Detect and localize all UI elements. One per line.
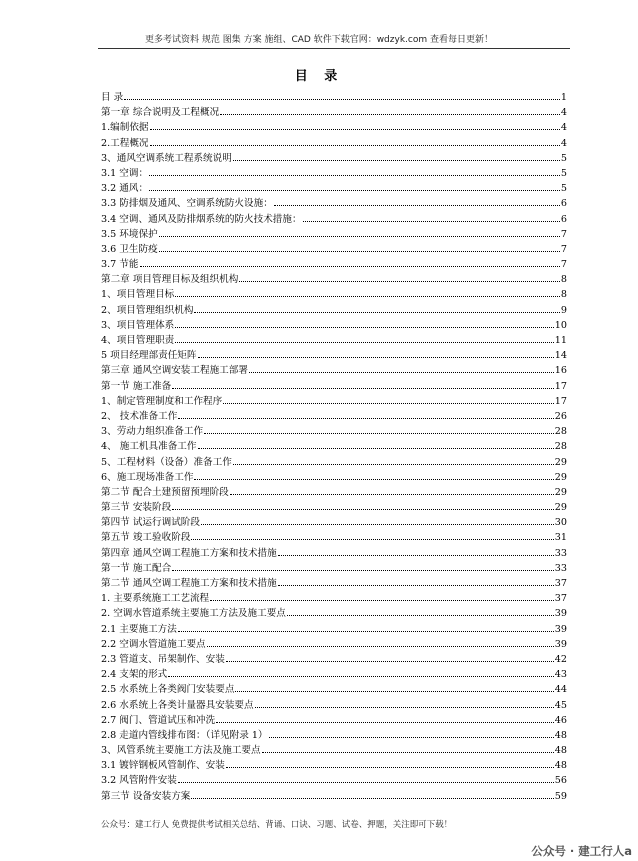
watermark: 公众号 · 建工行人a [531,844,632,858]
toc-entry-page: 10 [554,319,567,331]
toc-entry[interactable] [101,546,567,561]
toc-entry-page: 33 [554,562,567,574]
toc-entry-page: 29 [554,456,567,468]
toc-leader-dots [287,615,554,616]
toc-entry[interactable] [101,181,567,196]
toc-entry-page: 29 [554,471,567,483]
toc-entry[interactable] [101,90,567,105]
toc-leader-dots [159,236,560,237]
toc-entry-label: 3、劳动力组织准备工作 [101,426,204,438]
toc-entry[interactable] [101,591,567,606]
toc-leader-dots [204,433,554,434]
toc-entry-label: 2.6 水系统上各类计量器具安装要点 [101,699,254,711]
page-header: 更多考试资料 规范 图集 方案 施组、CAD 软件下载官网：wdzyk.com 查看每日更新！ [145,35,493,45]
toc-entry[interactable] [101,667,567,682]
toc-entry-page: 44 [554,684,567,696]
toc-leader-dots [149,190,560,191]
toc-entry-label: 1、项目管理目标 [101,289,175,301]
toc-entry-label: 第一节 施工配合 [101,562,172,574]
toc-entry[interactable] [101,424,567,439]
toc-entry-page: 5 [560,152,567,164]
toc-entry[interactable] [101,348,567,363]
toc-entry-page: 37 [554,593,567,605]
toc-entry-label: 第二节 通风空调工程施工方案和技术措施 [101,578,277,589]
toc-entry-label: 2.1 主要施工方法 [101,623,177,635]
toc-entry-page: 48 [554,729,567,741]
toc-entry-page: 5 [560,167,567,179]
toc-entry-page: 4 [560,137,567,149]
toc-entry-page: 48 [554,760,567,772]
toc-leader-dots [216,722,554,723]
toc-leader-dots [255,707,554,708]
toc-entry-label: 2.2 空调水管道施工要点 [101,638,206,650]
toc-entry-page: 43 [554,669,567,681]
toc-entry-page: 7 [560,243,567,255]
toc-leader-dots [233,464,554,465]
toc-entry-label: 5、工程材料（设备）准备工作 [101,456,232,468]
toc-entry-page: 39 [554,623,567,635]
toc-entry-page: 16 [554,365,567,377]
toc-entry-label: 3.1 空调： [101,167,149,179]
toc-entry-label: 2.7 阀门、管道试压和冲洗 [101,714,216,726]
toc-entry-label: 3.1 镀锌钢板风管制作、安装 [101,760,225,772]
toc-leader-dots [178,782,554,783]
toc-entry-label: 5 项目经理部责任矩阵 [101,350,197,362]
toc-entry[interactable] [101,151,567,166]
toc-entry-page: 7 [560,228,567,240]
toc-entry[interactable] [101,333,567,348]
toc-entry[interactable] [101,530,567,545]
toc-entry[interactable] [101,409,567,424]
toc-leader-dots [278,555,554,556]
toc-entry-label: 3.3 防排烟及通风、空调系统防火设施： [101,198,273,210]
toc-leader-dots [191,539,553,540]
toc-entry-label: 第四章 通风空调工程施工方案和技术措施 [101,547,277,559]
toc-leader-dots [178,631,554,632]
toc-entry-page: 7 [560,259,567,271]
toc-entry-label: 第三节 安装阶段 [101,502,172,514]
toc-entry-label: 4、 施工机具准备工作 [101,441,197,453]
toc-entry-label: 4、项目管理职责 [101,335,175,346]
toc-entry[interactable] [101,652,567,667]
toc-entry-label: 第二节 配合土建预留预埋阶段 [101,486,229,498]
toc-leader-dots [172,570,554,571]
toc-entry-page: 14 [554,350,567,362]
toc-entry-label: 3.2 通风： [101,183,149,195]
toc-entry-label: 3.6 卫生防疫 [101,243,158,255]
toc-entry-label: 6、施工现场准备工作 [101,471,194,483]
toc-entry-label: 第一节 施工准备 [101,380,172,392]
toc-entry-page: 56 [554,775,567,787]
toc-entry[interactable] [101,166,567,181]
toc-entry-label: 2.3 管道支、吊架制作、安装 [101,653,225,665]
toc-entry[interactable] [101,622,567,637]
toc-leader-dots [239,281,560,282]
toc-entry[interactable] [101,212,567,227]
toc-leader-dots [172,388,554,389]
toc-entry-page: 4 [560,107,567,119]
toc-leader-dots [198,357,554,358]
toc-entry-label: 1、制定管理制度和工作程序 [101,395,223,407]
toc-entry-page: 39 [554,608,567,620]
toc-entry[interactable] [101,682,567,697]
header-rule [98,48,570,49]
toc-leader-dots [210,600,554,601]
toc-entry[interactable] [101,363,567,378]
toc-entry-label: 第一章 综合说明及工程概况 [101,107,220,119]
toc-leader-dots [226,661,554,662]
footer-note: 公众号：建工行人 免费提供考试相关总结、背诵、口诀、习题、试卷、押题，关注即可下载！ [101,820,453,830]
toc-entry[interactable] [101,773,567,788]
toc-leader-dots [150,129,560,130]
toc-entry-page: 29 [554,486,567,498]
toc-entry[interactable] [101,470,567,485]
toc-entry-page: 17 [554,380,567,392]
toc-leader-dots [191,798,553,799]
toc-entry[interactable] [101,743,567,758]
toc-entry[interactable] [101,789,567,804]
toc-entry-page: 29 [554,502,567,514]
toc-entry-page: 28 [554,441,567,453]
toc-entry-page: 31 [554,532,567,544]
toc-leader-dots [278,585,554,586]
toc-leader-dots [175,296,560,297]
toc-leader-dots [269,737,554,738]
toc-entry-label: 3、项目管理体系 [101,319,175,331]
toc-entry-label: 2. 空调水管道系统主要施工方法及施工要点 [101,608,286,620]
toc-leader-dots [124,99,560,100]
toc-entry[interactable] [101,606,567,621]
toc-entry[interactable] [101,500,567,515]
toc-entry[interactable] [101,637,567,652]
toc-entry-page: 5 [560,183,567,195]
toc-entry[interactable] [101,272,567,287]
toc-entry-page: 59 [554,790,567,802]
toc-entry-label: 1. 主要系统施工工艺流程 [101,593,210,605]
toc-leader-dots [140,266,560,267]
toc-entry-label: 2.8 走道内管线排布图：（详见附录 1） [101,729,268,741]
toc-entry[interactable] [101,287,567,302]
toc-leader-dots [172,509,554,510]
toc-entry-label: 3.7 节能 [101,259,139,271]
toc-entry-page: 28 [554,426,567,438]
toc-entry-page: 9 [560,304,567,316]
table-of-contents [101,90,567,804]
toc-entry[interactable] [101,242,567,257]
toc-entry[interactable] [101,318,567,333]
toc-entry-page: 11 [554,335,567,346]
toc-entry-page: 1 [560,92,567,103]
toc-entry-label: 2.5 水系统上各类阀门安装要点 [101,684,235,696]
toc-entry-page: 48 [554,745,567,757]
toc-entry-label: 第二章 项目管理目标及组织机构 [101,274,239,286]
toc-leader-dots [178,418,553,419]
toc-leader-dots [274,205,560,206]
toc-entry-page: 6 [560,198,567,210]
toc-entry-page: 8 [560,289,567,301]
toc-leader-dots [175,342,554,343]
toc-leader-dots [168,676,554,677]
toc-leader-dots [220,114,560,115]
toc-entry[interactable] [101,120,567,135]
toc-entry-label: 1.编制依据 [101,122,149,134]
toc-leader-dots [150,145,560,146]
toc-entry-label: 第三节 设备安装方案 [101,790,191,802]
toc-entry-page: 42 [554,653,567,665]
toc-entry-page: 46 [554,714,567,726]
toc-entry-page: 6 [560,213,567,225]
toc-leader-dots [201,524,554,525]
toc-entry[interactable] [101,105,567,120]
toc-entry-label: 3、风管系统主要施工方法及施工要点 [101,745,261,757]
toc-entry[interactable] [101,196,567,211]
toc-entry[interactable] [101,455,567,470]
toc-leader-dots [198,448,554,449]
toc-entry-page: 4 [560,122,567,134]
toc-entry[interactable] [101,713,567,728]
toc-leader-dots [230,494,554,495]
toc-entry-page: 37 [554,578,567,589]
toc-entry-label: 2、项目管理组织机构 [101,304,194,316]
toc-leader-dots [194,312,559,313]
toc-leader-dots [149,175,560,176]
toc-leader-dots [235,691,553,692]
toc-entry-label: 3.2 风管附件安装 [101,775,177,787]
toc-entry-label: 3、通风空调系统工程系统说明 [101,152,232,164]
toc-entry-label: 第五节 竣工验收阶段 [101,532,191,544]
toc-entry[interactable] [101,758,567,773]
toc-leader-dots [223,403,554,404]
toc-entry-page: 8 [560,274,567,286]
toc-entry-page: 45 [554,699,567,711]
toc-leader-dots [249,372,554,373]
toc-entry-label: 2、 技术准备工作 [101,410,178,422]
toc-leader-dots [262,752,554,753]
toc-title: 目 录 [294,69,344,84]
toc-entry[interactable] [101,515,567,530]
toc-leader-dots [207,646,554,647]
toc-entry-page: 30 [554,517,567,529]
toc-entry[interactable] [101,728,567,743]
toc-entry-page: 33 [554,547,567,559]
toc-entry[interactable] [101,136,567,151]
toc-entry[interactable] [101,303,567,318]
toc-entry-label: 第四节 试运行调试阶段 [101,517,200,529]
toc-leader-dots [233,160,560,161]
toc-entry-label: 目 录 [101,92,124,103]
toc-entry[interactable] [101,257,567,272]
toc-entry-label: 3.5 环境保护 [101,228,158,240]
toc-entry[interactable] [101,439,567,454]
toc-entry[interactable] [101,394,567,409]
toc-leader-dots [159,251,560,252]
toc-entry[interactable] [101,561,567,576]
toc-entry-label: 第三章 通风空调安装工程施工部署 [101,365,248,377]
toc-leader-dots [194,479,553,480]
toc-leader-dots [226,767,554,768]
toc-entry-label: 2.工程概况 [101,137,149,149]
toc-entry-page: 39 [554,638,567,650]
toc-entry[interactable] [101,485,567,500]
toc-leader-dots [175,327,554,328]
toc-entry[interactable] [101,227,567,242]
toc-entry-page: 26 [554,410,567,422]
toc-entry[interactable] [101,379,567,394]
toc-leader-dots [303,221,560,222]
toc-entry-label: 3.4 空调、通风及防排烟系统的防火技术措施： [101,213,302,225]
toc-entry[interactable] [101,576,567,591]
toc-entry-label: 2.4 支架的形式 [101,669,168,681]
toc-entry-page: 17 [554,395,567,407]
toc-entry[interactable] [101,698,567,713]
